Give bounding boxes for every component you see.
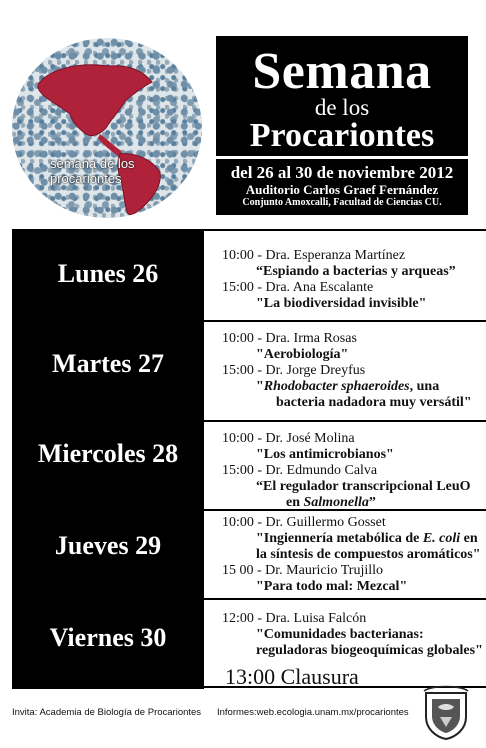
talk-title-continued: bacteria nadadora muy versátil" — [276, 395, 472, 410]
talk-title-continued: reguladoras biogeoquímicas globales" — [256, 643, 483, 658]
talk-title: “El regulador transcripcional LeuO — [256, 479, 471, 494]
title-procariontes: Procariontes — [249, 117, 435, 154]
separator — [204, 320, 486, 322]
talk-title-continued: en Salmonella” — [286, 495, 376, 510]
talk-title: "La biodiversidad invisible" — [256, 296, 427, 311]
talk-title: "Los antimicrobianos" — [256, 447, 394, 462]
event-logo — [12, 38, 202, 218]
day-label-viernes: Viernes 30 — [49, 623, 167, 652]
talk-title: “Espiando a bacterias y arqueas” — [256, 264, 456, 279]
talk-title: "Para todo mal: Mezcal" — [256, 579, 408, 594]
date-range: del 26 al 30 de noviembre 2012 — [230, 163, 454, 182]
venue: Auditorio Carlos Graef Fernández — [245, 182, 439, 197]
talk-title-continued: la síntesis de compuestos aromáticos" — [256, 547, 481, 562]
talk-speaker: 15:00 - Dr. Edmundo Calva — [222, 463, 378, 478]
talk-speaker: 10:00 - Dr. José Molina — [222, 431, 355, 446]
title-de-los: de los — [314, 95, 370, 120]
footer-invita: Invita: Academia de Biología de Procariontes — [12, 707, 202, 718]
day-label-lunes: Lunes 26 — [57, 259, 159, 288]
americas-map-icon — [12, 38, 202, 218]
talk-speaker: 15:00 - Dr. Jorge Dreyfus — [222, 363, 366, 378]
title-semana: Semana — [252, 43, 432, 100]
event-title-panel — [216, 36, 468, 156]
talk-speaker: 15:00 - Dra. Ana Escalante — [222, 280, 374, 295]
logo-caption-line2: procariontes — [50, 171, 122, 186]
unam-crest-icon — [418, 683, 474, 741]
closing-ceremony: 13:00 Clausura — [225, 664, 359, 689]
talk-speaker: 15 00 - Dr. Mauricio Trujillo — [222, 563, 384, 578]
separator — [204, 420, 486, 422]
day-label-jueves: Jueves 29 — [54, 531, 162, 560]
date-venue-panel — [216, 159, 468, 215]
footer-informes: Informes:web.ecologia.unam.mx/procariontes — [217, 707, 409, 718]
logo-caption — [50, 156, 160, 186]
talk-title: "Rhodobacter sphaeroides, una — [256, 379, 440, 394]
venue-detail: Conjunto Amoxcalli, Facultad de Ciencias CU. — [242, 197, 442, 208]
logo-caption-line1: semana de los — [50, 156, 135, 171]
talk-title: "Ingiennería metabólica de E. coli en — [256, 531, 478, 546]
talk-speaker: 10:00 - Dra. Irma Rosas — [222, 331, 357, 346]
day-label-martes: Martes 27 — [52, 349, 164, 378]
separator — [204, 229, 486, 231]
talk-speaker: 10:00 - Dr. Guillermo Gosset — [222, 515, 386, 530]
talk-speaker: 10:00 - Dra. Esperanza Martínez — [222, 248, 406, 263]
talk-title: "Aerobiología" — [256, 347, 349, 362]
talk-speaker: 12:00 - Dra. Luisa Falcón — [222, 611, 367, 626]
day-label-miercoles: Miercoles 28 — [37, 439, 179, 468]
talk-title: "Comunidades bacterianas: — [256, 627, 424, 642]
separator — [204, 598, 486, 600]
day-column — [12, 229, 204, 689]
